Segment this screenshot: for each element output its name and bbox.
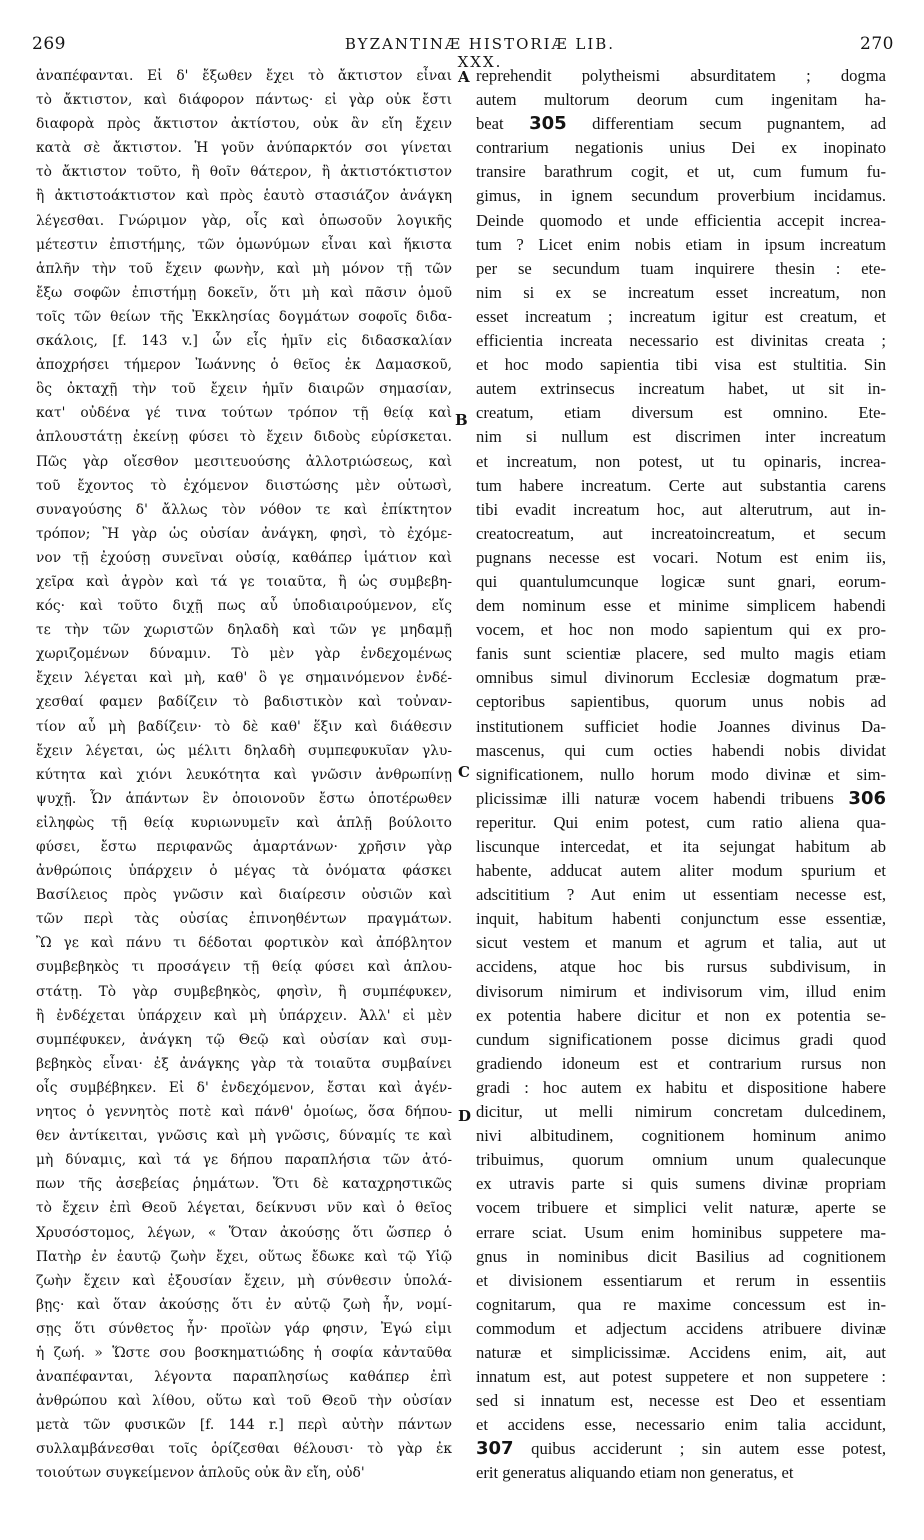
text-line: et accidens esse, necessario enim talia accidunt, [476, 1415, 886, 1435]
latin-page-number: 306 [848, 787, 886, 809]
text-line: omnibus simul divinorum Ecclesiæ dogmatum præ- [476, 668, 886, 688]
text-line: κατὰ σὲ ἄκτιστον. Ἡ γοῦν ἀνύπαρκτόν σοι γίνεται [36, 140, 452, 157]
right-page-number: 270 [860, 34, 894, 54]
text-line: Ὢ γε καὶ πάνυ τι δέδοται φορτικὸν καὶ ἀπόβλητον [36, 935, 452, 952]
text-line: ἀποχρήσει τήμερον Ἰωάννης ὁ θεῖος ἐκ Δαμασκοῦ, [36, 357, 452, 374]
text-line: ἀναπέφανται, λέγοντα παραπλησίως καθάπερ ἐπὶ [36, 1369, 452, 1386]
text-line: fanis sunt scientiæ placere, sed multo magis etiam [476, 644, 886, 664]
margin-marker-c: C [458, 763, 470, 781]
greek-text-column [36, 64, 452, 1486]
text-line: Πῶς γὰρ οἴεσθον μεσιτευούσης ἀλλοτριώσεως, καὶ [36, 453, 452, 470]
text-line: sicut vestem et manum et agrum et talia, aut ut [476, 933, 886, 953]
text-line: errare sciat. Usum enim hominibus suppetere ma- [476, 1222, 886, 1242]
text-line: efficientia increata necessario est divinitas creata ; [476, 331, 886, 351]
text-line: commodum et adjectum accidens atribuere divinæ [476, 1318, 886, 1338]
text-line: vocem, et hoc non modo sapientum qui ex pro- [476, 620, 886, 640]
text-line: adscititium ? Aut enim ut essentiam necesse est, [476, 885, 886, 905]
text-line: ἔχειν λέγεται, ὡς μέλιτι δηλαδὴ συμπεφυκυῖαν γλυ- [36, 742, 452, 759]
latin-page-number: 305 [529, 113, 567, 135]
text-line: μέτεστιν ἐπιστήμης, τῶν ὁμωνύμων εἶναι καὶ ἥκιστα [36, 236, 452, 253]
text-line: ex potentia habere dicitur et non ex potentia se- [476, 1005, 886, 1025]
text-line: et divisionem essentiarum et rerum in essentiis [476, 1270, 886, 1290]
text-line: institutionem sufficiet hodie Joannes divinus Da- [476, 716, 886, 736]
text-line: ἔξω σοφῶν ἐπιστήμῃ δοκεῖν, ὅτι μὴ καὶ πᾶσιν ὁμοῦ [36, 284, 452, 301]
text-line: cognitarum, qua re maxime concessum est in- [476, 1294, 886, 1314]
text-line: τὸ ἄκτιστον τοῦτο, ἢ θοῖν θάτερον, ἢ ἀκτιστόκτιστον [36, 164, 452, 181]
text-line: plicissimæ illi naturæ vocem habendi tribuens 306 [476, 787, 886, 809]
text-line: σκάλοις, [f. 143 v.] ὧν εἷς ἡμῖν εἰς διδασκαλίαν [36, 333, 452, 350]
text-line: μὴ δύναμις, καὶ τά γε δήπου παραπλήσια τῶν ἀτό- [36, 1152, 452, 1169]
text-line: τὸ ἔχειν ἐπὶ Θεοῦ λέγεται, δείκνυσι νῦν καὶ ὁ θεῖος [36, 1200, 452, 1217]
margin-marker-d: D [458, 1107, 472, 1125]
text-line: ἡ ζωή. » Ὥστε σου βοσκηματιώδης ἡ σοφία κἀνταῦθα [36, 1344, 452, 1361]
text-line: ἔχειν λέγεται καὶ μὴ, καθ' ὃ γε σημαινόμενον ἐνδέ- [36, 670, 452, 687]
text-line: vocem tribuere et simplici velit naturæ, aperte se [476, 1198, 886, 1218]
text-line: σῃς ὅτι σύνθετος ἦν· προϊὼν γάρ φησιν, Ἐγώ εἰμι [36, 1320, 452, 1337]
text-line: innatum est, aut potest suppetere et non suppetere : [476, 1367, 886, 1387]
text-line: ἢ ἀκτιστοάκτιστον καὶ πρὸς ἑαυτὸ στασιάζον ἀνάγκη [36, 188, 452, 205]
margin-marker-b: B [455, 411, 468, 429]
text-line: φύσει, ἔστω περιφανῶς ἁμαρτάνων· χρῆσιν γὰρ [36, 839, 452, 855]
text-line: tum habere increatum. Certe aut substantia carens [476, 475, 886, 495]
text-line: πων τῆς ἀσεβείας ῥημάτων. Ὅτι δὲ καταχρηστικῶς [36, 1176, 452, 1193]
text-line: εἰληφὼς τῇ θείᾳ κυριωνυμεῖν καὶ ἁπλῇ βούλοιτο [36, 814, 452, 831]
text-line: inquit, habitum habenti conjunctum esse essentiæ, [476, 909, 886, 929]
text-line: ζωὴν ἔχειν καὶ ἐξουσίαν ἔχειν, μὴ σύνθεσιν ὑπολά- [36, 1272, 452, 1289]
text-line: ἁπλουστάτῃ ἐκείνῃ φύσει τὸ ἔχειν διδοὺς εὑρίσκεται. [36, 429, 452, 446]
text-line: συμπέφυκεν, ἀνάγκη τῷ Θεῷ καὶ οὐσίαν καὶ συμ- [36, 1031, 452, 1048]
text-line: esset increatum ; increatum igitur est creatum, et [476, 306, 886, 326]
text-line: nim si nullum est discrimen inter increatum [476, 427, 886, 447]
text-line: pugnans necesse est vocari. Notum est enim iis, [476, 547, 886, 567]
text-line: τρόπον; Ἢ γὰρ ὡς οὐσίαν ἀνάγκη, φησὶ, τὸ ἐχόμε- [36, 525, 452, 542]
latin-page-number: 307 [476, 1438, 514, 1460]
text-line: τὸ ἄκτιστον, καὶ διάφορον πάντως· εἰ γὰρ οὐκ ἔστι [36, 92, 452, 109]
left-page-number: 269 [32, 34, 66, 54]
text-line: χεσθαί φαμεν βαδίζειν τὸ βαδιστικὸν καὶ τοὐναν- [36, 694, 452, 711]
text-line: gimus, in ignem secundum proverbium incidamus. [476, 186, 886, 206]
text-line: autem multorum deorum cum ingenitam ha- [476, 90, 886, 110]
text-line: tum ? Licet enim nobis etiam in ipsum increatum [476, 234, 886, 254]
text-line: λέγεσθαι. Γνώριμον γὰρ, οἷς καὶ ὁπωσοῦν λογικῆς [36, 212, 452, 229]
margin-marker-a: A [458, 68, 470, 86]
text-line: κύτητα καὶ χιόνι λευκότητα καὶ γνῶσιν ἀνθρωπίνῃ [36, 766, 452, 783]
text-line: et hoc modo sapientia tibi visa est stultitia. Sin [476, 355, 886, 375]
text-line: Χρυσόστομος, λέγων, « Ὅταν ἀκούσῃς ὅτι ὥσπερ ὁ [36, 1224, 452, 1241]
text-line: συμβεβηκὸς τι προσάγειν τῇ θείᾳ φύσει καὶ ἁπλου- [36, 959, 452, 976]
text-line: sed si innatum est, necesse est Deo et essentiam [476, 1391, 886, 1411]
text-line: qui quantulumcunque logicæ sunt gnari, eorum- [476, 571, 886, 591]
text-line: χεῖρα καὶ ἀγρὸν καὶ τά γε τοιαῦτα, ἢ ὡς συμβεβη- [36, 573, 452, 590]
text-line: τῶν περὶ τὰς οὐσίας ἐπινοηθέντων πραγμάτων. [36, 911, 452, 928]
text-line: κατ' οὐδένα γέ τινα τούτων τρόπον τῇ θείᾳ καὶ [36, 405, 452, 422]
text-line: erit generatus aliquando etiam non generatus, et [476, 1463, 794, 1483]
text-line: τοῦ ἔχοντος τὸ ἐχόμενον διιστώσης μὲν οὑτωσὶ, [36, 477, 452, 494]
text-line: οἷς συμβέβηκεν. Εἰ δ' ἐνδεχόμενον, ἔσται καὶ ἀγέν- [36, 1079, 452, 1096]
text-line: cundum significationem posse dicimus gradi quod [476, 1029, 886, 1049]
text-line: στάτῃ. Τὸ γὰρ συμβεβηκὸς, φησὶν, ἢ συμπέφυκεν, [36, 983, 452, 1000]
text-line: ceptoribus sapientibus, quorum unus nobis ad [476, 692, 886, 712]
text-line: ἀνθρώποις ὑπάρχειν ὁ μέγας τὰ ὀνόματα φάσκει [36, 863, 452, 880]
text-line: ἢ ἐνδέχεται ὑπάρχειν καὶ μὴ ὑπάρχειν. Ἀλλ' εἰ μὲν [36, 1007, 452, 1024]
text-line: tribuimus, quorum omnium unum qualecunque [476, 1150, 886, 1170]
text-line: 307 quibus acciderunt ; sin autem esse potest, [476, 1438, 886, 1460]
text-line: naturæ et simplicissimæ. Accidens enim, ait, aut [476, 1342, 886, 1362]
text-line: ἀνθρώπου καὶ λίθου, οὕτω καὶ τοῦ Θεοῦ τὴν οὐσίαν [36, 1393, 452, 1410]
text-line: transire barathrum cogit, et ut, cum fumum fu- [476, 162, 886, 182]
text-line: διαφορὰ πρὸς ἄκτιστον ἀκτίστου, οὐκ ἂν εἴη ἔχειν [36, 116, 452, 133]
text-line: creatocreatum, aut increatoincreatum, et secum [476, 523, 886, 543]
text-line: reperitur. Qui enim potest, cum ratio aliena qua- [476, 812, 886, 832]
text-line: contrarium negationis unius Dei ex inopinato [476, 138, 886, 158]
text-line: θεν ἀντίκειται, γνῶσις καὶ μὴ γνῶσις, δύναμίς τε καὶ [36, 1128, 452, 1145]
text-line: βῃς· καὶ ὅταν ἀκούσῃς ὅτι ἐν αὐτῷ ζωὴ ἦν, νομί- [36, 1296, 452, 1313]
text-line: tibi evadit increatum hoc, aut alterutrum, aut in- [476, 499, 886, 519]
text-line: νητος ὁ γεννητὸς ποτὲ καὶ πάνθ' ὁμοίως, ὅσα δήπου- [36, 1104, 452, 1121]
text-line: gradi : hoc autem ex habitu et dispositione habere [476, 1077, 886, 1097]
text-line: gradiendo idoneum est et contrarium rursus non [476, 1053, 886, 1073]
text-line: τοιούτων συγκείμενον ἁπλοῦς οὐκ ἂν εἴη, οὐδ' [36, 1465, 365, 1482]
text-line: βεβηκὸς εἶναι· ἐξ ἀνάγκης γὰρ τὰ τοιαῦτα συμβαίνει [36, 1055, 452, 1072]
text-line: autem extrinsecus increatum habet, ut sit in- [476, 379, 886, 399]
text-line: significationem, nullo horum modo divinæ et sim- [476, 764, 886, 784]
text-line: τίον αὖ μὴ βαδίζειν· τὸ δὲ καθ' ἕξιν καὶ διάθεσιν [36, 718, 452, 735]
text-line: habente, adducat autem aliter modum spurium et [476, 861, 886, 881]
text-line: nivi albitudinem, cognitionem hominum animo [476, 1126, 886, 1146]
text-line: dem nominum esse et minime simplicem habendi [476, 596, 886, 616]
text-line: κός· καὶ τοῦτο διχῇ πως αὖ ὑποδιαιρούμενον, εἴς [36, 598, 452, 615]
text-line: Πατὴρ ἐν ἑαυτῷ ζωὴν ἔχει, οὕτως ἔδωκε καὶ τῷ Υἱῷ [36, 1248, 452, 1265]
text-line: beat 305 differentiam secum pugnantem, ad [476, 113, 886, 135]
text-line: ἁπλῆν τὴν τοῦ ἔχειν φωνὴν, καὶ μὴ μόνον τῇ τῶν [36, 260, 452, 277]
text-line: μετὰ τῶν φυσικῶν [f. 144 r.] περὶ αὐτὴν πάντων [36, 1417, 452, 1434]
text-line: nim si ex se increatum esset increatum, non [476, 282, 886, 302]
text-line: gnus in nominibus dicit Basilius ad cognitionem [476, 1246, 886, 1266]
text-line: ex utravis parte si quis sumens divinæ propriam [476, 1174, 886, 1194]
latin-text-column [476, 64, 886, 1486]
text-line: τοῖς τῶν θείων τῆς Ἐκκλησίας δογμάτων σοφοῖς διδα- [36, 308, 452, 325]
text-line: συλλαμβάνεσθαι τοῖς ὁρίζεσθαι θέλουσι· τὸ γὰρ ἐκ [36, 1441, 452, 1458]
text-line: Deinde quomodo et unde efficientia accepit increa- [476, 210, 886, 230]
text-line: ὃς ὀκταχῇ τὴν τοῦ ἔχειν ἡμῖν διαιρῶν σημασίαν, [36, 381, 452, 398]
text-line: Βασίλειος πρὸς γνῶσιν καὶ διαίρεσιν οὐσιῶν καὶ [36, 887, 452, 904]
text-line: et increatum, non potest, ut tu opinaris, increa- [476, 451, 886, 471]
running-header [30, 34, 896, 71]
text-line: mascenus, qui cum octies habendi nobis dividat [476, 740, 886, 760]
text-line: accidens, atque hoc bis rursus subdivisum, in [476, 957, 886, 977]
text-line: dicitur, ut melli nimirum concretam dulcedinem, [476, 1102, 886, 1122]
text-line: συναγούσης δ' ἄλλως τὸν νόθον τε καὶ ἐπίκτητον [36, 501, 452, 518]
text-line: ἀναπέφανται. Εἰ δ' ἔξωθεν ἔχει τὸ ἄκτιστον εἶναι [36, 68, 452, 84]
text-line: per se secundum tuam inquirere thesin : ete- [476, 258, 886, 278]
running-title: BYZANTINÆ HISTORIÆ LIB. XXX. [344, 35, 616, 71]
text-line: liscunque intercedat, et ita sejungat habitum ab [476, 837, 886, 856]
text-line: τε τὴν τῶν χωριστῶν δηλαδὴ καὶ τῶν γε μηδαμῇ [36, 622, 452, 639]
text-line: ψυχῇ. Ὧν ἁπάντων ἓν ὁποιονοῦν ἔστω ὁποτέρωθεν [36, 790, 452, 807]
text-line: νον τῇ ἐχούσῃ συνεῖναι οὐσίᾳ, καθάπερ ἱμάτιον καὶ [36, 549, 452, 566]
text-line: creatum, etiam diversum est omnino. Ete- [476, 403, 886, 423]
text-line: reprehendit polytheismi absurditatem ; dogma [476, 66, 886, 85]
text-line: χωριζομένων δύναμιν. Τὸ μὲν γὰρ ἐνδεχομένως [36, 646, 452, 663]
text-line: divisorum nimirum et indivisorum vim, illud enim [476, 981, 886, 1001]
